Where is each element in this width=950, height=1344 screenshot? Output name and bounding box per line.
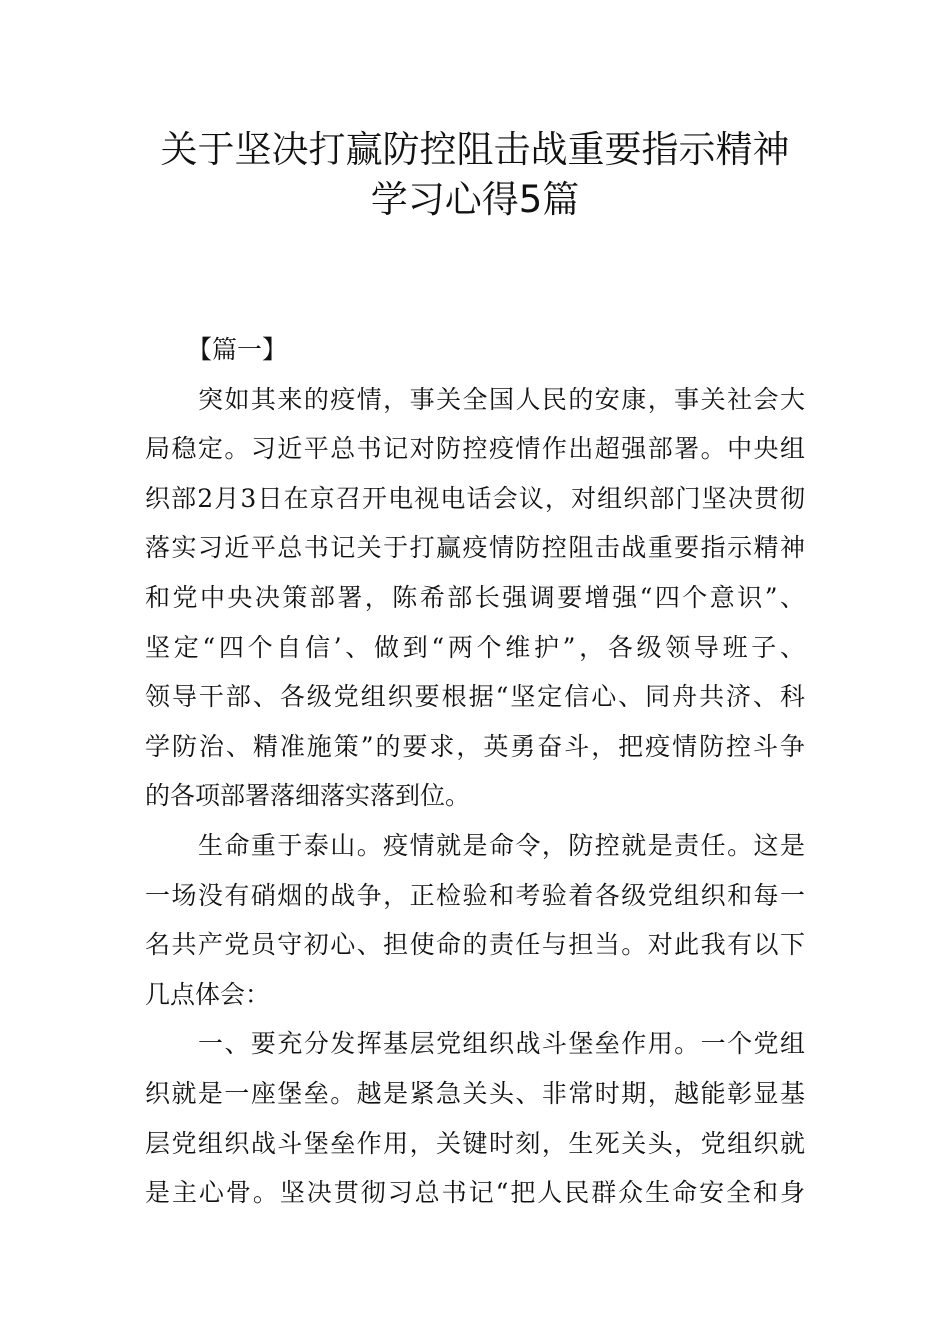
- paragraph-line: 名共产党员守初心、担使命的责任与担当。对此我有以下: [145, 930, 805, 960]
- paragraph-1: [145, 375, 805, 821]
- paragraph-line: 一、要充分发挥基层党组织战斗堡垒作用。一个党组: [198, 1029, 805, 1059]
- paragraph-line: 的各项部署落细落实落到位。: [145, 781, 471, 811]
- document-body: [145, 325, 805, 1218]
- paragraph-line: 学防治、精准施策”的要求，英勇奋斗，把疫情防控斗争: [145, 731, 805, 761]
- paragraph-line: 局稳定。习近平总书记对防控疫情作出超强部署。中央组: [145, 434, 805, 464]
- paragraph-line: 坚定“四个自信’、做到“两个维护”，各级领导班子、: [145, 632, 805, 662]
- paragraph-line: 是主心骨。坚决贯彻习总书记“把人民群众生命安全和身: [145, 1178, 805, 1208]
- paragraph-line: 层党组织战斗堡垒作用，关键时刻，生死关头，党组织就: [145, 1128, 805, 1158]
- paragraph-line: 织就是一座堡垒。越是紧急关头、非常时期，越能彰显基: [145, 1078, 805, 1108]
- paragraph-2: [145, 821, 805, 1019]
- paragraph-line: 一场没有硝烟的战争，正检验和考验着各级党组织和每一: [145, 880, 805, 910]
- document-title: [0, 125, 950, 225]
- paragraph-line: 突如其来的疫情，事关全国人民的安康，事关社会大: [198, 384, 805, 414]
- paragraph-line: 领导干部、各级党组织要根据“坚定信心、同舟共济、科: [145, 682, 805, 712]
- paragraph-line: 织部2月3日在京召开电视电话会议，对组织部门坚决贯彻: [145, 483, 805, 513]
- paragraph-line: 生命重于泰山。疫情就是命令，防控就是责任。这是: [198, 830, 805, 860]
- paragraph-line: 落实习近平总书记关于打赢疫情防控阻击战重要指示精神: [145, 533, 805, 563]
- title-line-1: 关于坚决打赢防控阻击战重要指示精神: [160, 128, 790, 171]
- section-heading: 【篇一】: [187, 335, 288, 364]
- paragraph-line: 和党中央决策部署，陈希部长强调要增强“四个意识”、: [145, 582, 805, 612]
- paragraph-3: [145, 1019, 805, 1217]
- title-line-2: 学习心得5篇: [370, 178, 580, 221]
- paragraph-line: 几点体会：: [145, 979, 271, 1009]
